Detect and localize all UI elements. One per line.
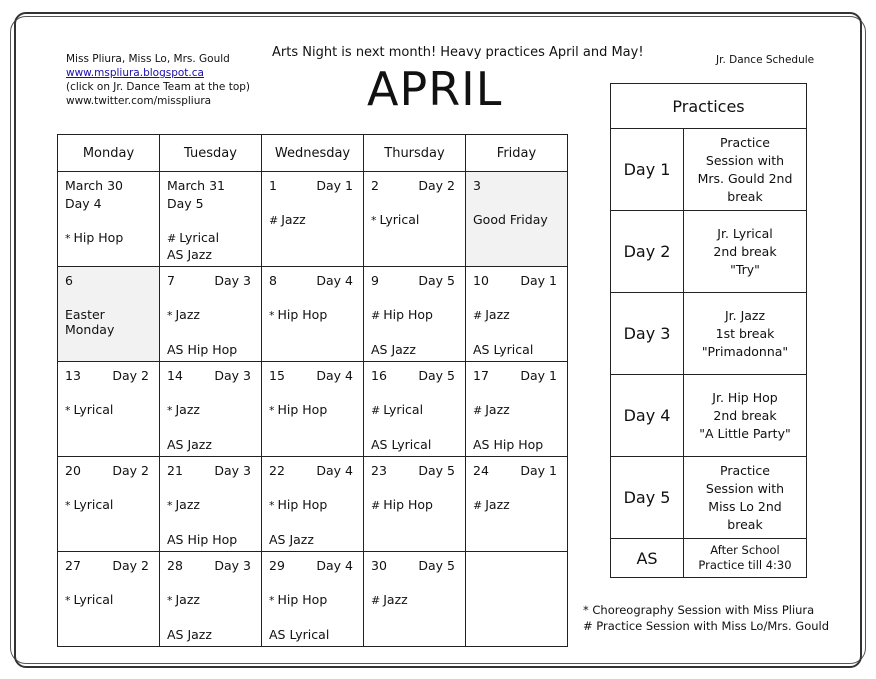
activity-text: Jazz bbox=[485, 497, 510, 512]
cell-date: 23 bbox=[371, 463, 387, 478]
cell-day: Day 5 bbox=[418, 558, 455, 573]
cell-date: 15 bbox=[269, 368, 285, 383]
weekday-tuesday: Tuesday bbox=[160, 135, 262, 172]
activity-text: Lyrical bbox=[179, 230, 220, 245]
calendar-cell bbox=[262, 552, 364, 647]
cell-activity bbox=[65, 402, 113, 417]
cell-day: Day 2 bbox=[112, 558, 149, 573]
twitter-text: www.twitter.com/misspliura bbox=[66, 95, 212, 107]
practice-description bbox=[684, 375, 807, 457]
activity-text: Jazz bbox=[175, 307, 200, 322]
activity-symbol: * bbox=[167, 309, 173, 322]
weekday-monday: Monday bbox=[58, 135, 160, 172]
practice-description bbox=[684, 129, 807, 211]
announcement: Arts Night is next month! Heavy practices April and May! bbox=[272, 45, 644, 60]
cell-day: Day 1 bbox=[520, 368, 557, 383]
practice-row bbox=[611, 539, 807, 578]
calendar-cell bbox=[160, 552, 262, 647]
cell-activity bbox=[65, 230, 123, 245]
cell-day: Day 5 bbox=[418, 368, 455, 383]
calendar-week bbox=[58, 457, 568, 552]
calendar-week bbox=[58, 267, 568, 362]
after-school-practice: AS Hip Hop bbox=[473, 437, 544, 452]
cell-activity bbox=[371, 307, 433, 322]
activity-symbol: # bbox=[371, 404, 381, 417]
calendar-cell bbox=[466, 267, 568, 362]
activity-symbol: # bbox=[473, 309, 483, 322]
cell-day: Day 3 bbox=[214, 368, 251, 383]
practice-description bbox=[684, 211, 807, 293]
practice-line: Session with bbox=[705, 480, 785, 496]
blog-link[interactable]: www.mspliura.blogspot.ca bbox=[66, 67, 204, 79]
weekday-wednesday: Wednesday bbox=[262, 135, 364, 172]
cell-date: 8 bbox=[269, 273, 277, 288]
cell-activity bbox=[371, 497, 433, 512]
calendar-cell bbox=[160, 172, 262, 267]
cell-date: 28 bbox=[167, 558, 183, 573]
activity-text: Jazz bbox=[175, 497, 200, 512]
after-school-practice: AS Lyrical bbox=[371, 437, 432, 452]
activity-text: Hip Hop bbox=[277, 307, 328, 322]
practice-description bbox=[684, 457, 807, 539]
activity-symbol: * bbox=[269, 594, 275, 607]
cell-date: 24 bbox=[473, 463, 489, 478]
cell-activity bbox=[269, 307, 327, 322]
cell-date: 9 bbox=[371, 273, 379, 288]
activity-text: Hip Hop bbox=[277, 592, 328, 607]
weekday-header bbox=[58, 135, 568, 172]
after-school-practice: AS Jazz bbox=[167, 437, 212, 452]
practices-table bbox=[610, 83, 807, 578]
calendar-cell bbox=[364, 362, 466, 457]
practice-day-label: AS bbox=[611, 539, 684, 578]
activity-text: Jazz bbox=[281, 212, 306, 227]
activity-symbol: * bbox=[269, 404, 275, 417]
activity-symbol: * bbox=[269, 309, 275, 322]
after-school-practice: AS Hip Hop bbox=[167, 342, 238, 357]
practice-line: "Primadonna" bbox=[701, 343, 789, 359]
cell-date: 14 bbox=[167, 368, 183, 383]
practice-line: Practice bbox=[720, 462, 770, 478]
cell-day-number: Day 4 bbox=[65, 196, 102, 211]
calendar-cell bbox=[262, 267, 364, 362]
practice-description bbox=[684, 293, 807, 375]
cell-activity bbox=[167, 230, 219, 245]
calendar-cell bbox=[364, 267, 466, 362]
cell-date: 29 bbox=[269, 558, 285, 573]
cell-activity bbox=[473, 307, 510, 322]
teachers-text: Miss Pliura, Miss Lo, Mrs. Gould bbox=[66, 53, 230, 65]
cell-activity bbox=[269, 402, 327, 417]
calendar-cell bbox=[466, 362, 568, 457]
cell-activity bbox=[371, 212, 419, 227]
calendar-cell bbox=[58, 457, 160, 552]
cell-day: Day 3 bbox=[214, 273, 251, 288]
practice-line: Jr. Lyrical bbox=[717, 225, 773, 241]
header-info bbox=[66, 52, 250, 108]
practice-line: Practice till 4:30 bbox=[698, 558, 792, 572]
cell-day: Day 1 bbox=[316, 178, 353, 193]
activity-symbol: * bbox=[167, 594, 173, 607]
calendar-cell bbox=[262, 457, 364, 552]
calendar-cell bbox=[58, 362, 160, 457]
activity-text: Jazz bbox=[485, 402, 510, 417]
activity-symbol: # bbox=[371, 309, 381, 322]
calendar-cell bbox=[58, 552, 160, 647]
practice-day-label: Day 2 bbox=[611, 211, 684, 293]
practice-line: Mrs. Gould 2nd bbox=[697, 170, 793, 186]
cell-day: Day 3 bbox=[214, 558, 251, 573]
cell-day: Day 4 bbox=[316, 368, 353, 383]
activity-symbol: * bbox=[65, 404, 71, 417]
calendar-cell bbox=[58, 267, 160, 362]
activity-text-2: Monday bbox=[65, 322, 115, 337]
cell-date: 13 bbox=[65, 368, 81, 383]
cell-activity bbox=[473, 402, 510, 417]
cell-date: 6 bbox=[65, 273, 73, 288]
blog-note: (click on Jr. Dance Team at the top) bbox=[66, 81, 251, 93]
activity-text: Lyrical bbox=[73, 402, 114, 417]
cell-day: Day 5 bbox=[418, 463, 455, 478]
activity-symbol: * bbox=[65, 232, 71, 245]
month-title: APRIL bbox=[367, 62, 503, 116]
practice-line: 2nd break bbox=[713, 407, 777, 423]
activity-text: Good Friday bbox=[473, 212, 548, 227]
after-school-practice: AS Jazz bbox=[167, 627, 212, 642]
activity-text: Easter bbox=[65, 307, 105, 322]
practice-line: Practice bbox=[720, 134, 770, 150]
cell-activity bbox=[167, 592, 200, 607]
practices-title: Practices bbox=[611, 84, 807, 129]
activity-text: Hip Hop bbox=[383, 307, 433, 322]
cell-date: 7 bbox=[167, 273, 175, 288]
cell-day: Day 3 bbox=[214, 463, 251, 478]
calendar-cell bbox=[262, 172, 364, 267]
cell-day: Day 1 bbox=[520, 273, 557, 288]
weekday-thursday: Thursday bbox=[364, 135, 466, 172]
cell-date: 21 bbox=[167, 463, 183, 478]
after-school-practice: AS Hip Hop bbox=[167, 532, 238, 547]
practice-line: break bbox=[727, 516, 763, 532]
practice-line: "A Little Party" bbox=[699, 425, 791, 441]
calendar-cell bbox=[466, 552, 568, 647]
practice-day-label: Day 3 bbox=[611, 293, 684, 375]
cell-activity bbox=[371, 402, 423, 417]
cell-day: Day 2 bbox=[418, 178, 455, 193]
cell-activity bbox=[473, 212, 548, 227]
cell-date: 17 bbox=[473, 368, 489, 383]
practice-line: Miss Lo 2nd bbox=[708, 498, 782, 514]
calendar-table bbox=[57, 134, 568, 647]
cell-activity bbox=[65, 592, 113, 607]
practice-line: break bbox=[727, 188, 763, 204]
after-school-practice: AS Lyrical bbox=[269, 627, 330, 642]
practice-day-label: Day 5 bbox=[611, 457, 684, 539]
cell-day: Day 4 bbox=[316, 273, 353, 288]
cell-date: 30 bbox=[371, 558, 387, 573]
calendar-cell bbox=[160, 267, 262, 362]
cell-activity bbox=[167, 402, 200, 417]
after-school-practice: AS Lyrical bbox=[473, 342, 534, 357]
cell-activity bbox=[167, 307, 200, 322]
practice-line: Session with bbox=[705, 152, 785, 168]
activity-text: Jazz bbox=[485, 307, 510, 322]
practice-row bbox=[611, 457, 807, 539]
practice-description bbox=[684, 539, 807, 578]
activity-text: Hip Hop bbox=[73, 230, 124, 245]
cell-day: Day 2 bbox=[112, 368, 149, 383]
activity-text: Hip Hop bbox=[383, 497, 433, 512]
calendar-cell bbox=[364, 457, 466, 552]
cell-date: 20 bbox=[65, 463, 81, 478]
calendar-cell bbox=[364, 552, 466, 647]
weekday-friday: Friday bbox=[466, 135, 568, 172]
practice-day-label: Day 1 bbox=[611, 129, 684, 211]
practice-line: Jr. Hip Hop bbox=[712, 389, 778, 405]
cell-activity bbox=[65, 307, 114, 337]
cell-activity bbox=[371, 592, 408, 607]
cell-date: 27 bbox=[65, 558, 81, 573]
activity-text: Lyrical bbox=[383, 402, 424, 417]
calendar-week bbox=[58, 172, 568, 267]
practice-row bbox=[611, 375, 807, 457]
cell-date: 16 bbox=[371, 368, 387, 383]
calendar-week bbox=[58, 552, 568, 647]
cell-activity bbox=[473, 497, 510, 512]
activity-symbol: # bbox=[371, 594, 381, 607]
cell-date: 2 bbox=[371, 178, 379, 193]
legend-hash: # Practice Session with Miss Lo/Mrs. Gould bbox=[583, 619, 830, 633]
practice-line: "Try" bbox=[730, 261, 760, 277]
cell-date: 1 bbox=[269, 178, 277, 193]
activity-symbol: # bbox=[473, 499, 483, 512]
cell-activity bbox=[167, 497, 200, 512]
activity-symbol: * bbox=[371, 214, 377, 227]
cell-date: 3 bbox=[473, 178, 481, 193]
activity-symbol: * bbox=[65, 499, 71, 512]
cell-day: Day 1 bbox=[520, 463, 557, 478]
activity-text: Hip Hop bbox=[277, 497, 328, 512]
calendar-cell bbox=[262, 362, 364, 457]
after-school-practice: AS Jazz bbox=[371, 342, 416, 357]
cell-day-number: Day 5 bbox=[167, 196, 204, 211]
after-school-practice: AS Jazz bbox=[269, 532, 314, 547]
practice-line: 1st break bbox=[715, 325, 775, 341]
calendar-week bbox=[58, 362, 568, 457]
practice-line: After School bbox=[710, 543, 780, 557]
activity-text: Lyrical bbox=[73, 592, 114, 607]
cell-day: Day 4 bbox=[316, 463, 353, 478]
practice-row bbox=[611, 211, 807, 293]
activity-symbol: # bbox=[473, 404, 483, 417]
legend bbox=[583, 602, 829, 634]
practice-day-label: Day 4 bbox=[611, 375, 684, 457]
activity-symbol: * bbox=[65, 594, 71, 607]
cell-day: Day 2 bbox=[112, 463, 149, 478]
cell-activity bbox=[269, 212, 306, 227]
activity-symbol: # bbox=[371, 499, 381, 512]
activity-text: Jazz bbox=[175, 402, 200, 417]
activity-symbol: # bbox=[269, 214, 279, 227]
cell-activity bbox=[65, 497, 113, 512]
practice-row bbox=[611, 293, 807, 375]
activity-text: Hip Hop bbox=[277, 402, 328, 417]
calendar-cell bbox=[160, 457, 262, 552]
calendar-cell bbox=[160, 362, 262, 457]
cell-date: 22 bbox=[269, 463, 285, 478]
calendar-cell bbox=[466, 172, 568, 267]
schedule-label: Jr. Dance Schedule bbox=[716, 54, 815, 66]
activity-text: Jazz bbox=[175, 592, 200, 607]
cell-activity bbox=[269, 497, 327, 512]
activity-symbol: # bbox=[167, 232, 177, 245]
cell-date: March 31 bbox=[167, 178, 225, 193]
after-school-practice: AS Jazz bbox=[167, 247, 212, 262]
practice-row bbox=[611, 129, 807, 211]
cell-day: Day 5 bbox=[418, 273, 455, 288]
legend-star: * Choreography Session with Miss Pliura bbox=[583, 603, 815, 617]
cell-date: 10 bbox=[473, 273, 489, 288]
activity-text: Lyrical bbox=[73, 497, 114, 512]
activity-text: Lyrical bbox=[379, 212, 420, 227]
activity-symbol: * bbox=[269, 499, 275, 512]
activity-text: Jazz bbox=[383, 592, 408, 607]
practice-line: Jr. Jazz bbox=[724, 307, 766, 323]
cell-day: Day 4 bbox=[316, 558, 353, 573]
calendar-cell bbox=[58, 172, 160, 267]
calendar-cell bbox=[466, 457, 568, 552]
activity-symbol: * bbox=[167, 499, 173, 512]
activity-symbol: * bbox=[167, 404, 173, 417]
cell-date: March 30 bbox=[65, 178, 123, 193]
calendar-cell bbox=[364, 172, 466, 267]
cell-activity bbox=[269, 592, 327, 607]
practice-line: 2nd break bbox=[713, 243, 777, 259]
